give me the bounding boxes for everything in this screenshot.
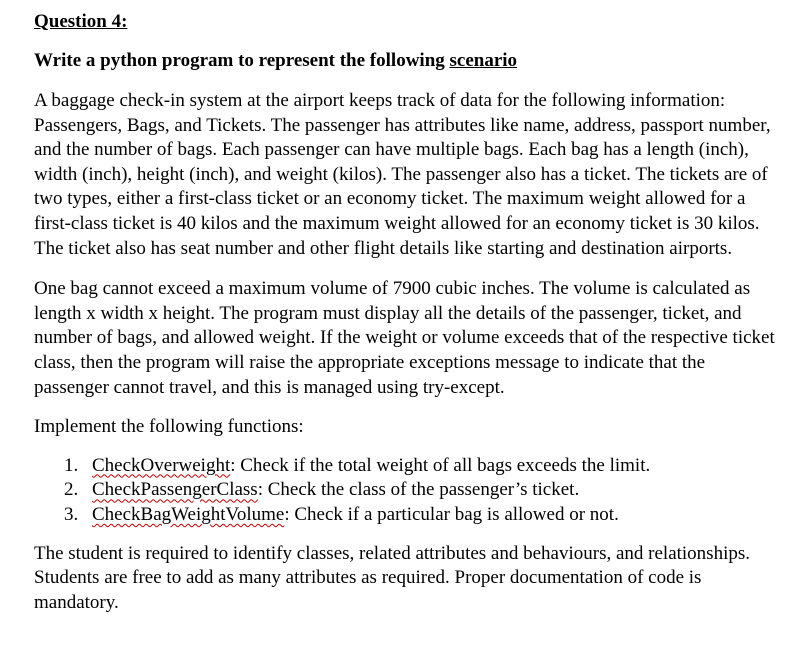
question-subtitle [34,48,778,74]
list-item-number: 1. [64,454,79,476]
list-item [34,478,778,503]
function-description: : Check if the total weight of all bags exceeds the limit. [230,454,651,476]
list-item-number: 3. [64,503,79,525]
document-page [34,8,778,615]
function-name: CheckPassengerClass [92,479,258,501]
question-title: Question 4: [34,11,128,32]
paragraph-requirements: The student is required to identify classes, related attributes and behaviours, and relationships. Students are free to add as many attributes as required. Proper documentation of code is mandatory. [34,542,750,613]
function-name: CheckOverweight [92,454,231,476]
function-description: : Check if a particular bag is allowed or not. [284,503,619,525]
function-description: : Check the class of the passenger’s ticket. [257,479,580,501]
subtitle-underlined-word: scenario [449,50,518,71]
list-item [34,503,778,528]
function-list [34,454,778,528]
paragraph-implement-intro: Implement the following functions: [34,416,304,438]
list-item [34,454,778,479]
paragraph-volume-rules: One bag cannot exceed a maximum volume of 7900 cubic inches. The volume is calculated as length x width x height. The program must display all the details of the passenger, ticket, and number of bags, and allowed weight. If the weight or volume exceeds that of the respective ticket class, then the program will raise the appropriate exceptions message to indicate that the passenger cannot travel, and this is managed using try-except. [34,278,775,398]
subtitle-text: Write a python program to represent the following [34,50,450,71]
list-item-number: 2. [64,479,79,501]
paragraph-scenario: A baggage check-in system at the airport keeps track of data for the following information: Passengers, Bags, and Tickets. The passenger has attributes like name, address, passport number, and the number of bags. Each passenger can have multiple bags. Each bag has a length (inch), width (inch), height (inch), and weight (kilos). The passenger also has a ticket. The tickets are of two types, either a first-class ticket or an economy ticket. The maximum weight allowed for a first-class ticket is 40 kilos and the maximum weight allowed for an economy ticket is 30 kilos. The ticket also has seat number and other flight details like starting and destination airports. [34,90,771,259]
function-name: CheckBagWeightVolume [92,503,285,525]
